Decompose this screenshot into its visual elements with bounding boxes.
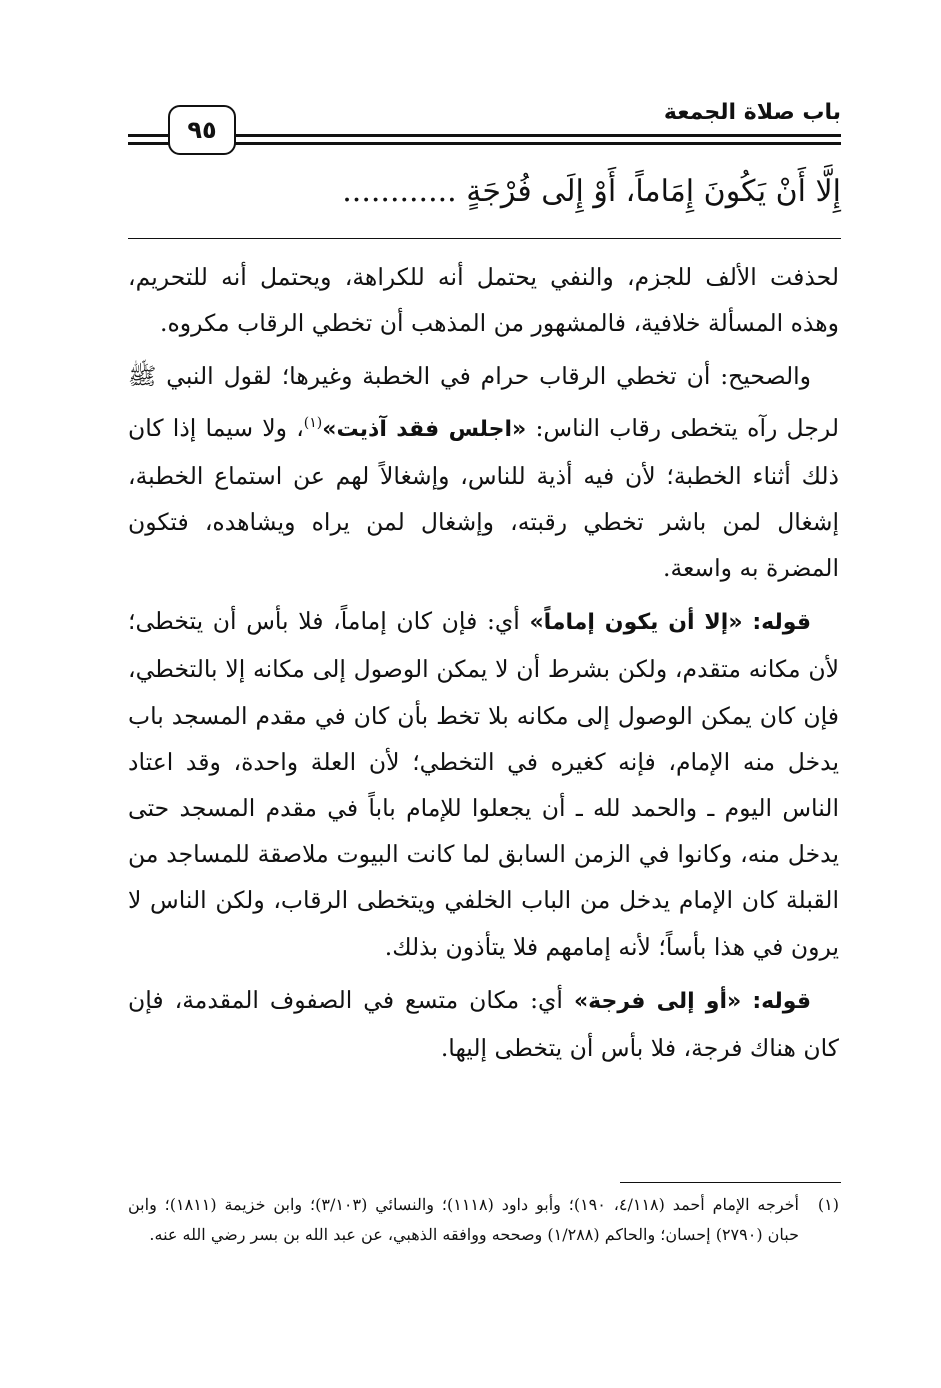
page-number: ٩٥ <box>168 105 236 155</box>
footnote-separator <box>620 1182 841 1183</box>
paragraph-2-end: ، ولا سيما إذا كان ذلك أثناء الخطبة؛ لأن فيه أذية للناس، وإشغالاً لهم عن استماع الخطبة، إشغال لمن باشر تخطي رقبته، وإشغال لمن يراه ويشاهده، فتكون المضرة به واسعة. <box>128 413 839 583</box>
running-header-title: باب صلاة الجمعة <box>663 100 841 125</box>
footnote-ref: (١) <box>303 414 323 431</box>
matn-dots: ............ <box>342 174 457 209</box>
paragraph-3 <box>128 598 839 970</box>
matn-divider <box>128 238 841 239</box>
footnote-1 <box>128 1190 839 1250</box>
paragraph-2 <box>128 353 839 591</box>
footnotes <box>128 1190 839 1250</box>
paragraph-4-label: قوله: «أو إلى فرجة» <box>573 988 811 1014</box>
footnote-number: (١) <box>817 1195 839 1214</box>
commentary-body <box>128 254 839 1078</box>
paragraph-4 <box>128 977 839 1071</box>
paragraph-4-text: أي: مكان متسع في الصفوف المقدمة، فإن كان هناك فرجة، فلا بأس أن يتخطى إليها. <box>128 985 839 1063</box>
paragraph-3-label: قوله: «إلا أن يكون إماماً» <box>529 610 811 636</box>
matn-text: إِلَّا أَنْ يَكُونَ إِمَاماً، أَوْ إِلَى فُرْجَةٍ <box>466 174 841 209</box>
paragraph-3-text: أي: فإن كان إماماً، فلا بأس أن يتخطى؛ لأن مكانه متقدم، ولكن بشرط أن لا يمكن الوصول إلى مكانه إلا بالتخطي، فإن كان يمكن الوصول إلى مكانه بلا تخط بأن كان في مقدم المسجد باب يدخل منه الإمام، فإنه كغيره في التخطي؛ لأن العلة واحدة، وقد اعتاد الناس اليوم ـ والحمد لله ـ أن يجعلوا للإمام باباً في مقدم المسجد حتى يدخل منه، وكانوا في الزمن السابق لما كانت البيوت ملاصقة للمساجد من القبلة كان الإمام يدخل من الباب الخلفي ويتخطى الرقاب، ولكن الناس لا يرون في هذا بأساً؛ لأنه إمامهم فلا يتأذون بذلك. <box>128 607 839 961</box>
matn-line <box>141 172 841 212</box>
paragraph-1: لحذفت الألف للجزم، والنفي يحتمل أنه للكراهة، ويحتمل أنه للتحريم، وهذه المسألة خلافية، فالمشهور من المذهب أن تخطي الرقاب مكروه. <box>128 263 839 338</box>
paragraph-2-start: والصحيح: أن تخطي الرقاب حرام في الخطبة وغيرها؛ لقول النبي ﷺ لرجل رآه يتخطى رقاب الناس: <box>128 362 839 442</box>
footnote-text: أخرجه الإمام أحمد (٤/١١٨، ١٩٠)؛ وأبو داود (١١١٨)؛ والنسائي (٣/١٠٣)؛ وابن خزيمة (١٨١١)؛ وابن حبان (٢٧٩٠) إحسان؛ والحاكم (١/٢٨٨) وصححه ووافقه الذهبي، عن عبد الله بن بسر رضي الله عنه. <box>128 1195 800 1244</box>
hadith-quote: «اجلس فقد آذيت» <box>322 416 527 442</box>
